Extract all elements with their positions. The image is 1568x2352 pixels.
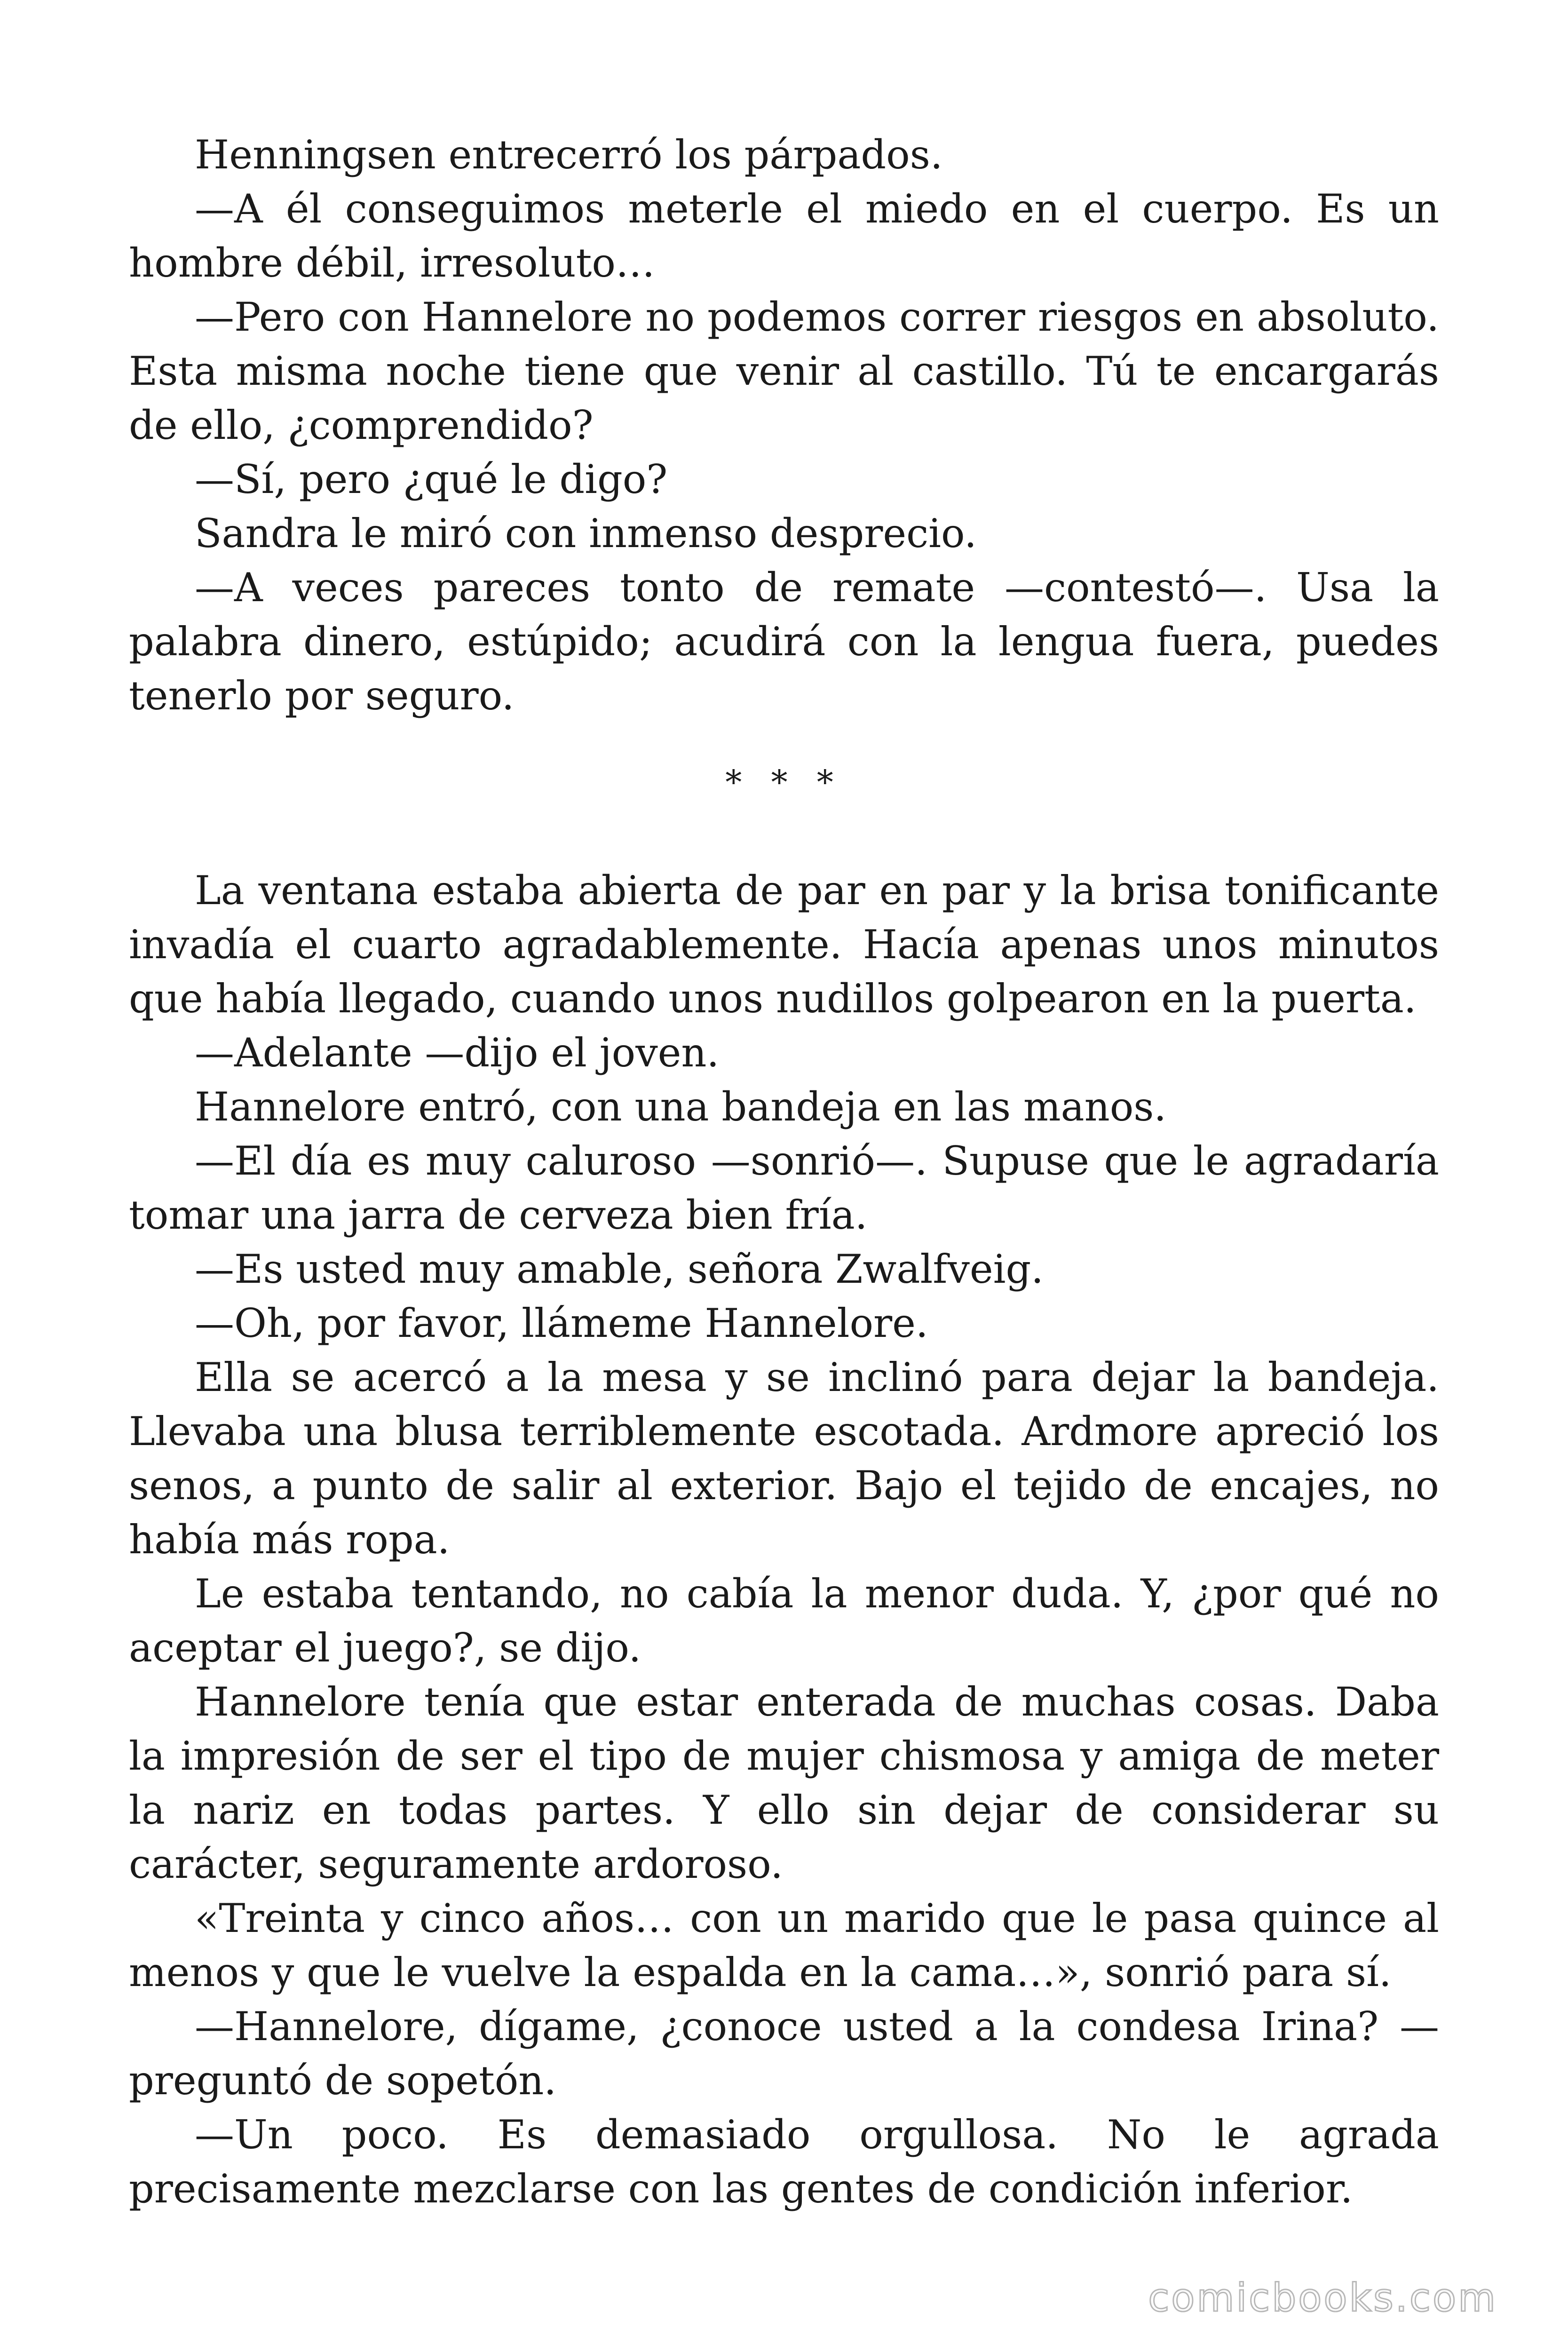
paragraph: Le estaba tentando, no cabía la menor duda. Y, ¿por qué no aceptar el juego?, se dijo. (129, 1571, 1439, 1671)
site-watermark: comicbooks.com (1148, 2276, 1497, 2320)
paragraph: Ella se acercó a la mesa y se inclinó para dejar la bandeja. Llevaba una blusa terriblemente escotada. Ardmore apreció los senos, a punto de salir al exterior. Bajo el tejido de encajes, no había más ropa. (129, 1354, 1439, 1563)
paragraph: —Sí, pero ¿qué le digo? (195, 456, 668, 502)
paragraph: —A veces pareces tonto de remate —contestó—. Usa la palabra dinero, estúpido; acudirá con la lengua fuera, puedes tenerlo por seguro. (129, 564, 1439, 719)
paragraph: —Pero con Hannelore no podemos correr riesgos en absoluto. Esta misma noche tiene que venir al castillo. Tú te encargarás de ello, ¿comprendido? (129, 294, 1439, 448)
section-separator: * * * (725, 763, 843, 802)
paragraph: La ventana estaba abierta de par en par y la brisa tonificante invadía el cuarto agradablemente. Hacía apenas unos minutos que había llegado, cuando unos nudillos golpearon en la puerta. (129, 867, 1439, 1022)
paragraph: —El día es muy caluroso —sonrió—. Supuse que le agradaría tomar una jarra de cerveza bien fría. (129, 1138, 1439, 1238)
paragraph: —Es usted muy amable, señora Zwalfveig. (195, 1246, 1044, 1292)
paragraph: Hannelore tenía que estar enterada de muchas cosas. Daba la impresión de ser el tipo de mujer chismosa y amiga de meter la nariz en todas partes. Y ello sin dejar de considerar su carácter, seguramente ardoroso. (129, 1679, 1439, 1887)
paragraph: Hannelore entró, con una bandeja en las manos. (195, 1084, 1167, 1130)
paragraph: —Hannelore, dígame, ¿conoce usted a la condesa Irina? —preguntó de sopetón. (129, 2003, 1439, 2104)
paragraph: —Un poco. Es demasiado orgullosa. No le agrada precisamente mezclarse con las gentes de condición inferior. (129, 2112, 1439, 2212)
text-section-two (129, 864, 1439, 2216)
paragraph: Henningsen entrecerró los párpados. (195, 132, 943, 178)
text-section-one (129, 128, 1439, 723)
paragraph: Sandra le miró con inmenso desprecio. (195, 510, 977, 556)
paragraph: «Treinta y cinco años… con un marido que le pasa quince al menos y que le vuelve la espalda en la cama…», sonrió para sí. (129, 1895, 1439, 1995)
paragraph: —A él conseguimos meterle el miedo en el cuerpo. Es un hombre débil, irresoluto… (129, 186, 1439, 286)
paragraph: —Adelante —dijo el joven. (195, 1030, 720, 1076)
paragraph: —Oh, por favor, llámeme Hannelore. (195, 1300, 928, 1346)
